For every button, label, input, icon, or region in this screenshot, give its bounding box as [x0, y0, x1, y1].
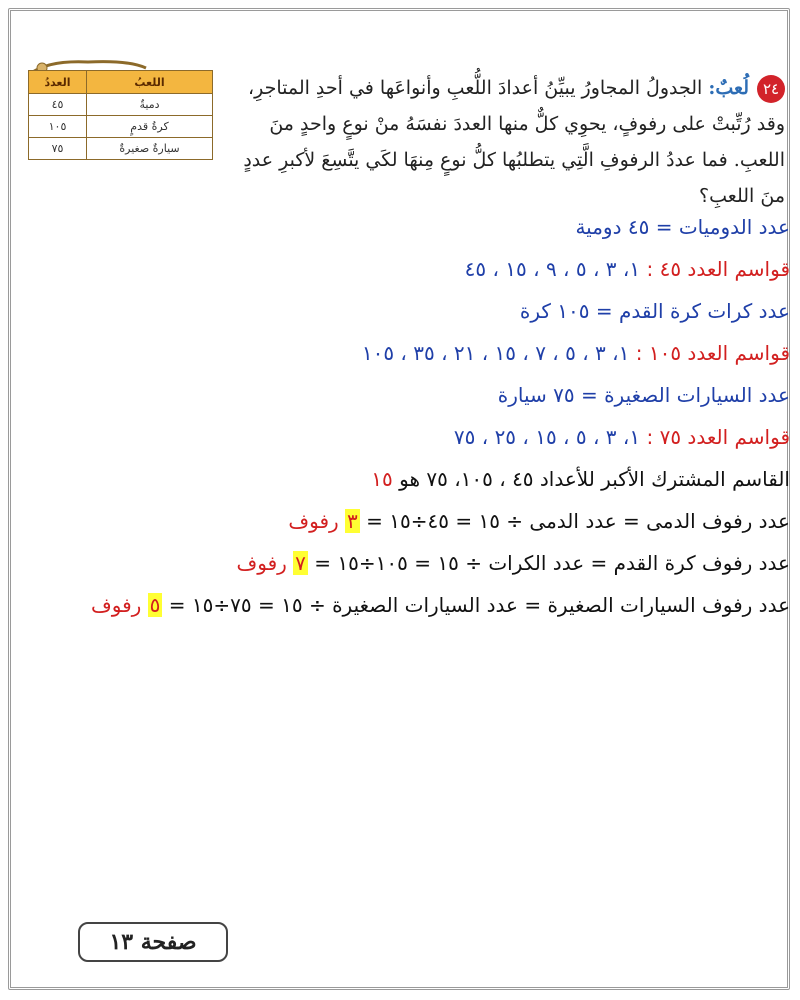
answer-line-dolls-count: عدد الدوميات = ٤٥ دومية	[575, 215, 790, 239]
toys-table	[28, 70, 213, 160]
factors-75-values: ١، ٣ ، ٥ ، ١٥ ، ٢٥ ، ٧٥	[453, 425, 647, 449]
solution-lines	[30, 206, 790, 621]
cell-toy: سيارةٌ صغيرةٌ	[86, 138, 212, 160]
page-number-label: صفحة ١٣	[78, 922, 228, 962]
table-row	[29, 138, 213, 160]
gcf-text: القاسم المشترك الأكبر للأعداد ٤٥ ، ١٠٥، ٧٥ هو	[399, 467, 790, 491]
gcf-value: ١٥	[371, 467, 400, 491]
answer-line-car-shelves	[30, 584, 790, 621]
doll-shelves-unit: رفوف	[288, 509, 346, 533]
factors-105-label: قواسم العدد ١٠٥ :	[635, 341, 790, 365]
table-row	[29, 116, 213, 138]
cell-toy: دميةٌ	[86, 94, 212, 116]
cell-toy: كرةُ قدمٍ	[86, 116, 212, 138]
table-row	[29, 94, 213, 116]
answer-line-factors-75	[30, 416, 790, 458]
question-title: لُعبٌ:	[708, 77, 749, 99]
answer-line-ball-shelves	[30, 542, 790, 584]
cell-count: ٤٥	[29, 94, 87, 116]
factors-105-values: ١، ٣ ، ٥ ، ٧ ، ١٥ ، ٢١ ، ٣٥ ، ١٠٥	[361, 341, 636, 365]
factors-45-values: ١، ٣ ، ٥ ، ٩ ، ١٥ ، ٤٥	[464, 257, 647, 281]
doll-shelves-result: ٣	[347, 509, 358, 533]
car-shelves-expression: عدد رفوف السيارات الصغيرة = عدد السيارات الصغيرة ÷ ١٥ = ٧٥÷١٥ =	[162, 593, 790, 617]
car-shelves-unit: رفوف	[91, 593, 148, 617]
answer-line-factors-105	[30, 332, 790, 374]
toys-table-container	[28, 70, 213, 160]
factors-45-label: قواسم العدد ٤٥ :	[646, 257, 790, 281]
header-toy: اللعبُ	[86, 71, 212, 94]
question-text: الجدولُ المجاورُ يبيِّنُ أعدادَ اللُّعبِ وأنواعَها في أحدِ المتاجرِ، وقد رُتِّبتْ على رفوفٍ، يحوِي كلٌّ منها العددَ نفسَهُ منْ نوعٍ واحدٍ منَ اللعبِ. فما عددُ الرفوفِ الَّتِي يتطلبُها كلُّ نوعٍ مِنهَا لكَي يتَّسِعَ لأكبرِ عددٍ منَ اللعبِ؟	[243, 77, 785, 207]
question-number: ٢٤	[757, 75, 785, 103]
header-count: العددُ	[29, 71, 87, 94]
cell-count: ٧٥	[29, 138, 87, 160]
ball-shelves-unit: رفوف	[236, 551, 294, 575]
problem-statement	[230, 70, 785, 214]
ball-shelves-expression: عدد رفوف كرة القدم = عدد الكرات ÷ ١٥ = ١٠٥÷١٥ =	[307, 551, 790, 575]
ball-shelves-result: ٧	[295, 551, 306, 575]
table-header-row	[29, 71, 213, 94]
answer-line-factors-45	[30, 248, 790, 290]
answer-line-cars-count: عدد السيارات الصغيرة = ٧٥ سيارة	[497, 383, 790, 407]
factors-75-label: قواسم العدد ٧٥ :	[646, 425, 790, 449]
answer-line-gcf	[30, 458, 790, 500]
doll-shelves-expression: عدد رفوف الدمى = عدد الدمى ÷ ١٥ = ٤٥÷١٥ =	[359, 509, 790, 533]
answer-line-balls-count: عدد كرات كرة القدم = ١٠٥ كرة	[519, 299, 790, 323]
car-shelves-result: ٥	[149, 593, 161, 617]
cell-count: ١٠٥	[29, 116, 87, 138]
answer-line-doll-shelves	[30, 500, 790, 542]
